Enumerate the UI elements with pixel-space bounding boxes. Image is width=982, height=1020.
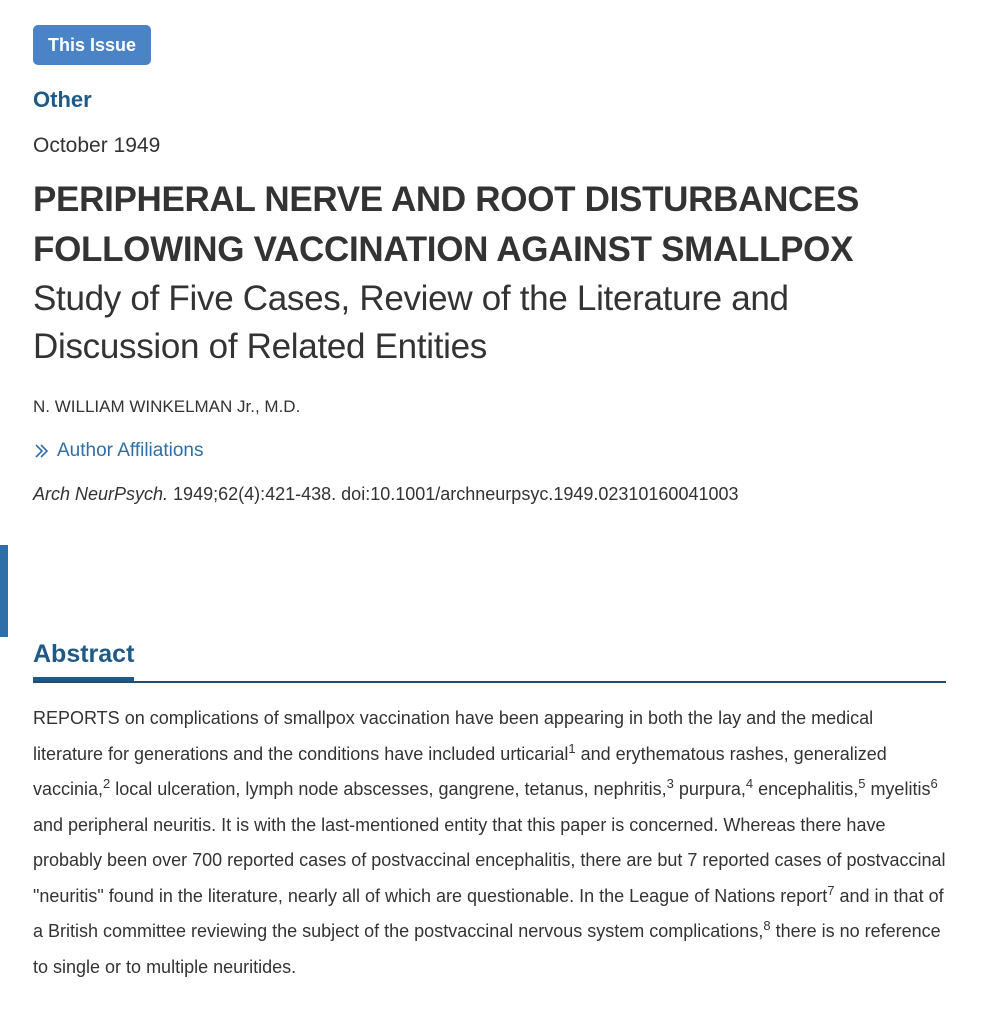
author-affiliations-toggle[interactable]	[33, 439, 948, 463]
abstract-segment: encephalitis,	[753, 779, 859, 799]
abstract-segment: and erythematous rashes, generalized vaccinia,	[33, 743, 887, 799]
title-line-1: PERIPHERAL NERVE AND ROOT DISTURBANCES	[33, 180, 860, 219]
reference-link-2[interactable]: 2	[103, 776, 111, 791]
author-affiliations-label: Author Affiliations	[57, 440, 204, 461]
this-issue-button[interactable]: This Issue	[33, 25, 151, 65]
double-chevron-right-icon	[33, 441, 53, 461]
section-marker	[0, 545, 8, 637]
article-title	[33, 175, 948, 275]
abstract-segment: and in that of a British committee reviewing the subject of the postvaccinal nervous system complications,	[33, 885, 944, 941]
reference-link-3[interactable]: 3	[666, 776, 674, 791]
abstract-segment: REPORTS on complications of smallpox vaccination have been appearing in both the lay and the medical literature for generations and the conditions have included urticarial	[33, 708, 874, 764]
abstract-heading: Abstract	[33, 637, 134, 681]
article-header	[33, 25, 948, 977]
citation-journal: Arch NeurPsych.	[33, 484, 169, 504]
reference-link-8[interactable]: 8	[763, 918, 771, 933]
reference-link-7[interactable]: 7	[827, 882, 835, 898]
category-link[interactable]: Other	[33, 87, 92, 112]
abstract-segment: there is no reference to single or to multiple neuritides.	[33, 921, 941, 977]
author-name: N. WILLIAM WINKELMAN Jr., M.D.	[33, 397, 301, 416]
abstract-header	[33, 637, 946, 683]
reference-link-1[interactable]: 1	[568, 740, 576, 756]
reference-link-4[interactable]: 4	[745, 776, 754, 791]
reference-link-6[interactable]: 6	[930, 776, 938, 791]
citation	[33, 482, 948, 506]
abstract-segment: and peripheral neuritis. It is with the last-mentioned entity that this paper is concerned. Whereas there have probably been over 700 reported cases of postvaccinal encephalitis, there are but 7 reported cases of postvaccinal "neuritis" found in the literature, nearly all of which are questionable. In the League of Nations report	[33, 814, 946, 906]
subtitle-line-2: Discussion of Related Entities	[33, 327, 487, 366]
abstract-segment: myelitis	[865, 779, 931, 799]
citation-details: 1949;62(4):421-438. doi:10.1001/archneurpsyc.1949.02310160041003	[168, 484, 739, 504]
abstract-text	[33, 701, 948, 985]
publication-date: October 1949	[33, 134, 161, 157]
abstract-segment: purpura,	[673, 779, 746, 799]
abstract-segment: local ulceration, lymph node abscesses, gangrene, tetanus, nephritis,	[110, 779, 667, 799]
article-subtitle	[33, 275, 948, 371]
subtitle-line-1: Study of Five Cases, Review of the Literature and	[33, 279, 789, 318]
reference-link-5[interactable]: 5	[858, 776, 866, 791]
title-line-2: FOLLOWING VACCINATION AGAINST SMALLPOX	[33, 230, 854, 269]
